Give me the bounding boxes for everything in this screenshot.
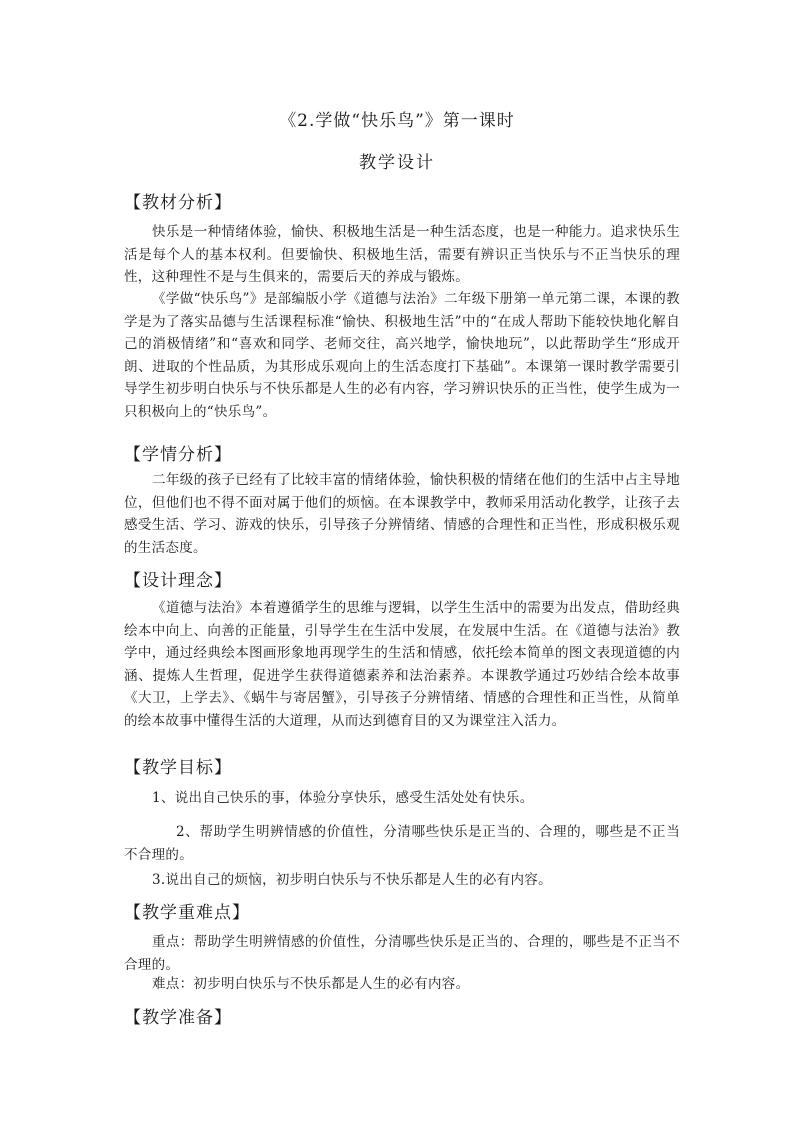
key-point: 重点：帮助学生明辨情感的价值性，分清哪些快乐是正当的、合理的，哪些是不正当不合理的。 — [124, 934, 680, 973]
teaching-goal-2: 2、帮助学生明辨情感的价值性，分清哪些快乐是正当的、合理的，哪些是不正当不合理的。 — [124, 824, 680, 863]
paragraph: 快乐是一种情绪体验，愉快、积极地生活是一种生活态度，也是一种能力。追求快乐生活是每个人的基本权利。但要愉快、积极地生活，需要有辨识正当快乐与不正当快乐的理性，这种理性不是与生俱来的，需要后天的养成与锻炼。 — [124, 224, 680, 285]
teaching-goal-3: 3.说出自己的烦恼，初步明白快乐与不快乐都是人生的必有内容。 — [152, 872, 552, 888]
difficult-point: 难点：初步明白快乐与不快乐都是人生的必有内容。 — [152, 976, 470, 992]
paragraph: 二年级的孩子已经有了比较丰富的情绪体验，愉快积极的情绪在他们的生活中占主导地位，但他们也不得不面对属于他们的烦恼。在本课教学中，教师采用活动化教学，让孩子去感受生活、学习、游戏的快乐，引导孩子分辨情绪、情感的合理性和正当性，形成积极乐观的生活态度。 — [124, 472, 680, 556]
section-heading-student-analysis: 【学情分析】 — [124, 445, 232, 465]
document-title: 《2.学做“快乐鸟”》第一课时 — [279, 111, 515, 131]
teaching-goal-1: 1、说出自己快乐的事，体验分享快乐，感受生活处处有快乐。 — [152, 790, 534, 806]
section-heading-design-concept: 【设计理念】 — [124, 571, 232, 591]
document-subtitle: 教学设计 — [359, 153, 435, 173]
paragraph: 《道德与法治》本着遵循学生的思维与逻辑，以学生生活中的需要为出发点，借助经典绘本中向上、向善的正能量，引导学生在生活中发展，在发展中生活。在《道德与法治》教学中，通过经典绘本图画形象地再现学生的生活和情感，依托绘本简单的图文表现道德的内涵、提炼人生哲理，促进学生获得道德素养和法治素养。本课教学通过巧妙结合绘本故事《大卫，上学去》、《蜗牛与寄居蟹》，引导孩子分辨情绪、情感的合理性和正当性，从简单的绘本故事中懂得生活的大道理，从而达到德育目的又为课堂注入活力。 — [124, 600, 680, 729]
section-heading-textbook-analysis: 【教材分析】 — [124, 193, 232, 213]
section-heading-key-points: 【教学重难点】 — [124, 903, 250, 923]
section-heading-teaching-goals: 【教学目标】 — [124, 758, 232, 778]
paragraph: 《学做“快乐鸟”》是部编版小学《道德与法治》二年级下册第一单元第二课，本课的教学是为了落实品德与生活课程标准“愉快、积极地生活”中的“在成人帮助下能较快地化解自己的消极情绪”和“喜欢和同学、老师交往，高兴地学，愉快地玩”，以此帮助学生“形成开朗、进取的个性品质，为其形成乐观向上的生活态度打下基础”。本课第一课时教学需要引导学生初步明白快乐与不快乐都是人生的必有内容，学习辨识快乐的正当性，使学生成为一只积极向上的“快乐鸟”。 — [124, 291, 680, 420]
section-heading-preparation: 【教学准备】 — [124, 1008, 232, 1028]
